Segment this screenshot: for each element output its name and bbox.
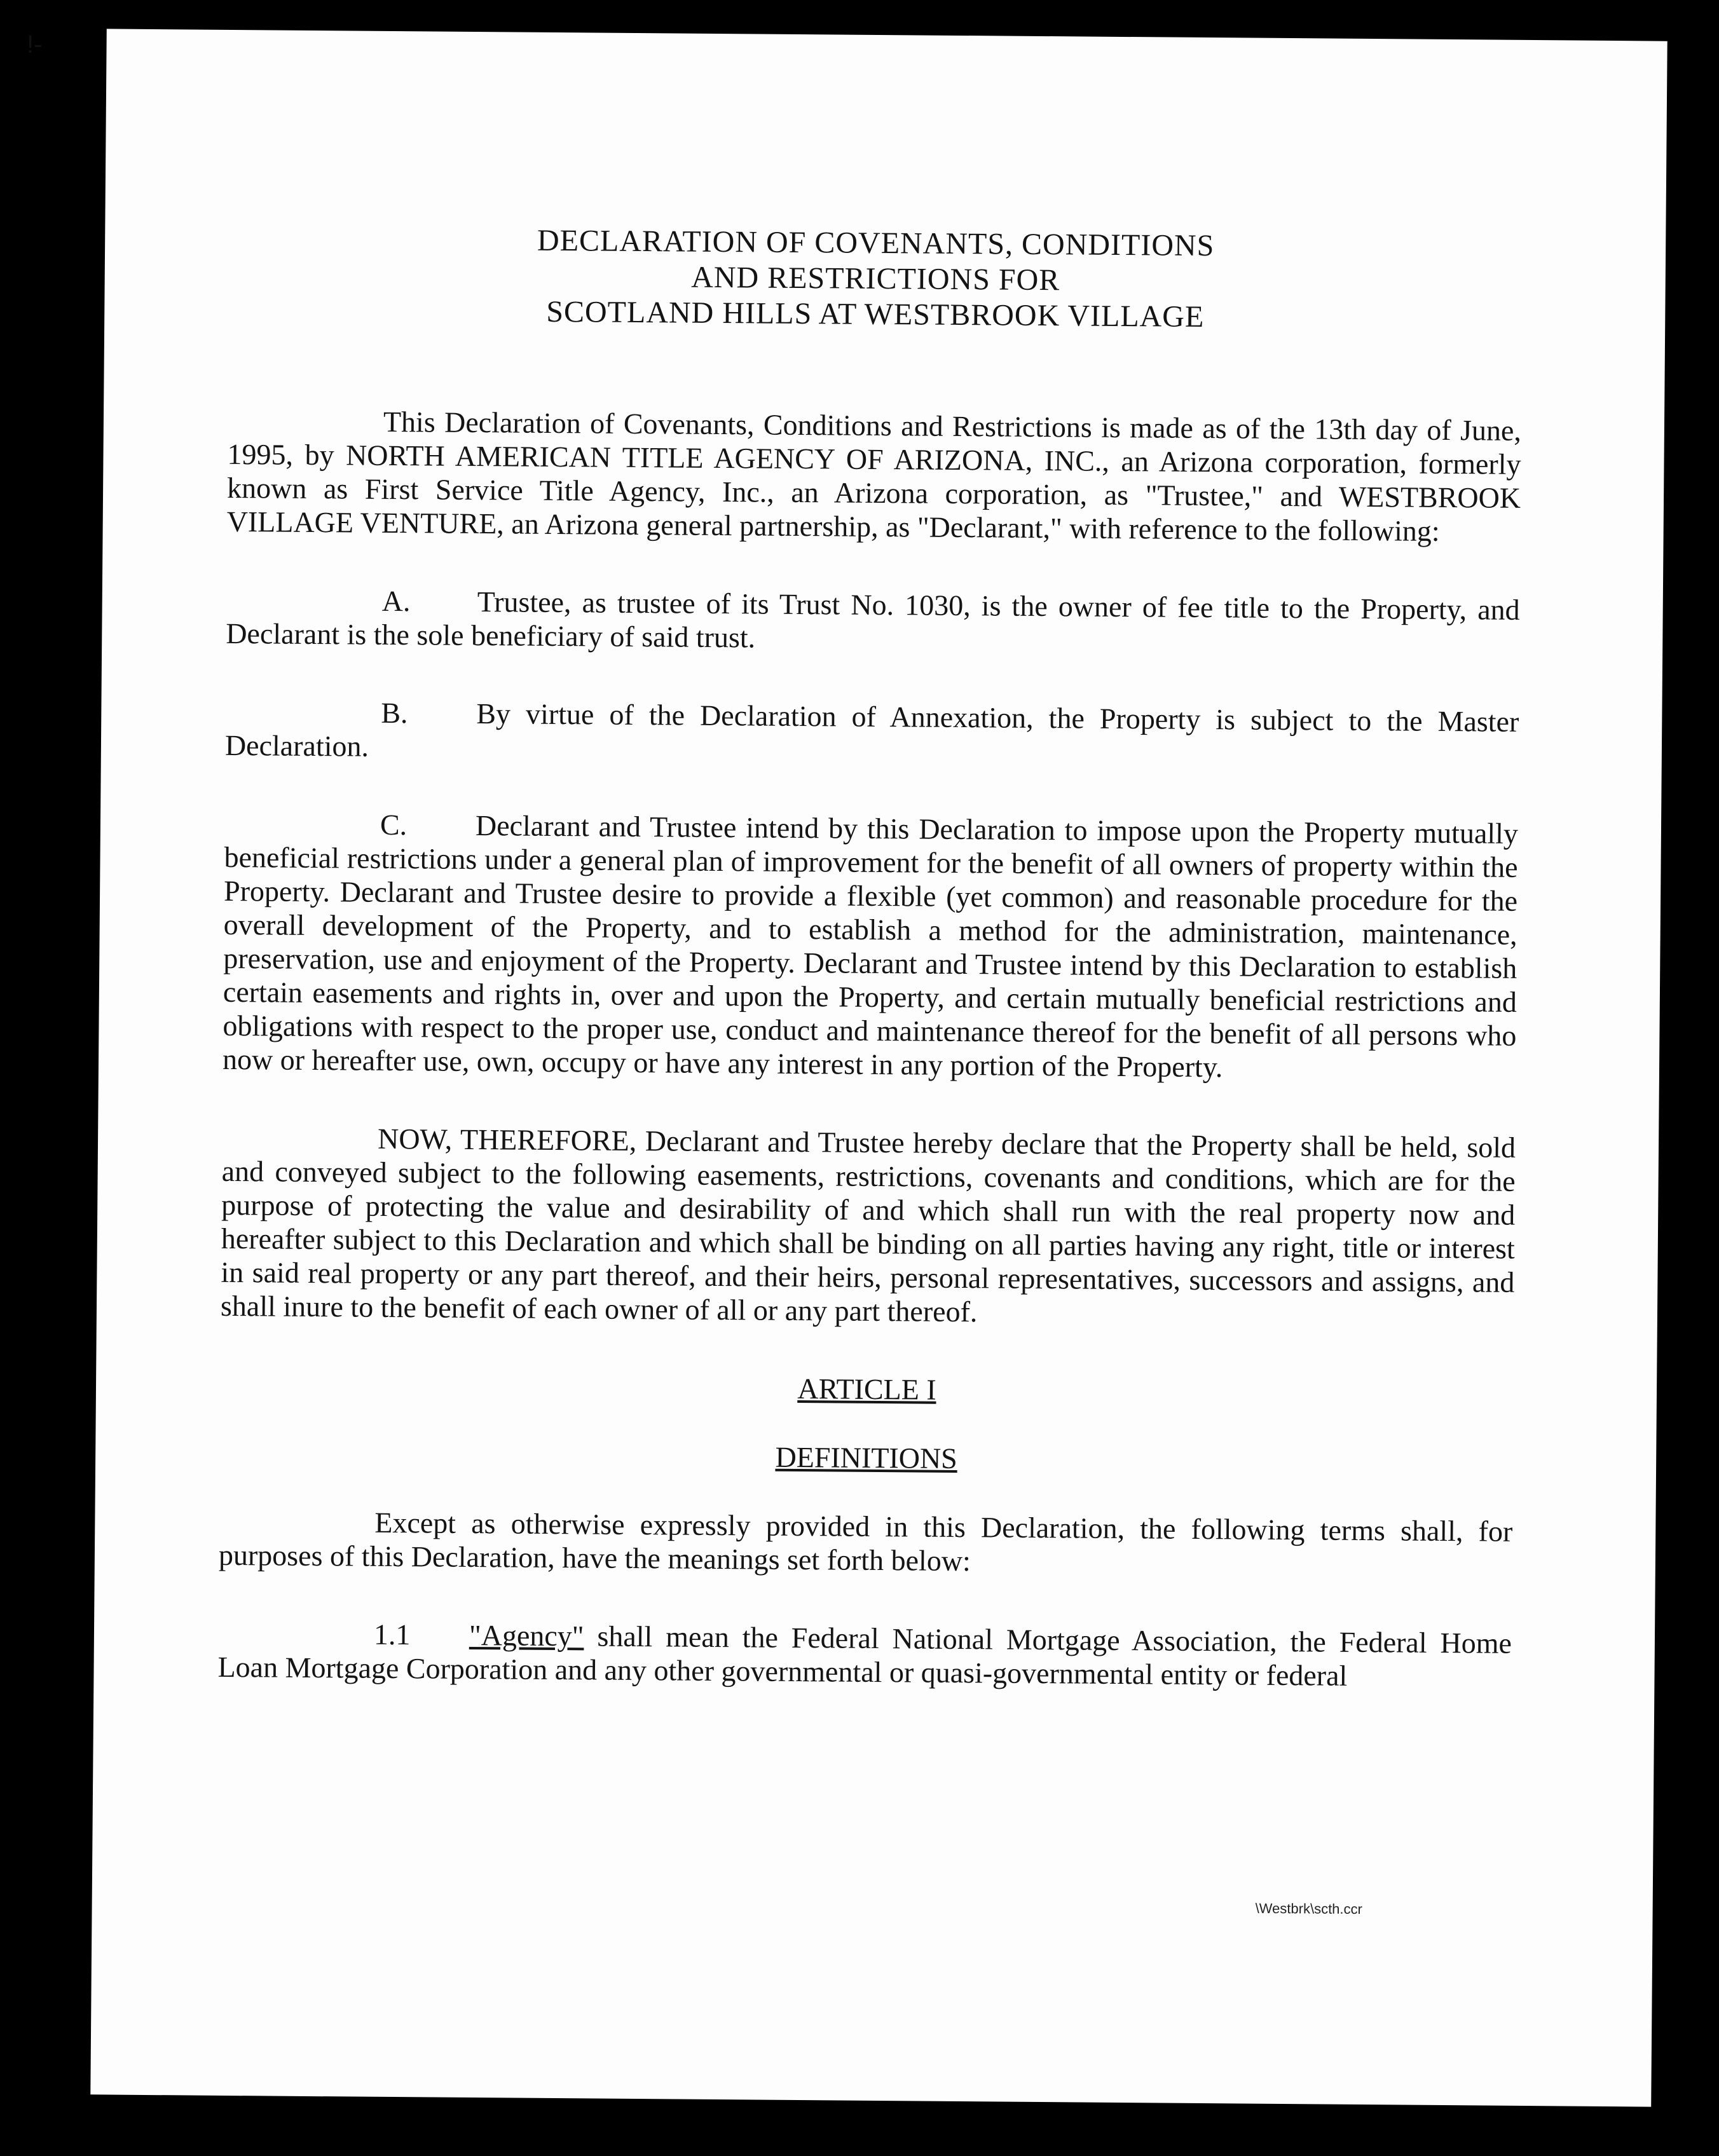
title-line-3: SCOTLAND HILLS AT WESTBROOK VILLAGE — [546, 294, 1205, 334]
document-body — [217, 221, 1523, 1738]
recital-a-text: Trustee, as trustee of its Trust No. 1030, is the owner of fee title to the Property, and Declarant is the sole beneficiary of said trust. — [226, 585, 1520, 654]
definitions-heading: DEFINITIONS — [775, 1440, 957, 1475]
now-therefore-paragraph: NOW, THEREFORE, Declarant and Trustee hereby declare that the Property shall be held, sold and conveyed subject to the following easements, restrictions, covenants and conditions, which are for the purpose of protecting the value and desirability of and which shall run with the real property now and hereafter subject to this Declaration and which shall be binding on all parties having any right, title or interest in said real property or any part thereof, and their heirs, personal representatives, successors and assigns, and shall inure to the benefit of each owner of all or any part thereof. — [220, 1122, 1516, 1328]
intro-paragraph: This Declaration of Covenants, Conditions and Restrictions is made as of the 13th day of June, 1995, by NORTH AMERICAN TITLE AGENCY OF ARIZONA, INC., an Arizona corporation, formerly known as First Service Title Agency, Inc., an Arizona corporation, as "Trustee," and WESTBROOK VILLAGE VENTURE, an Arizona general partnership, as "Declarant," with reference to the following: — [226, 405, 1522, 547]
recital-a — [226, 583, 1520, 660]
recital-c-text: Declarant and Trustee intend by this Declaration to impose upon the Property mutually beneficial restrictions under a general plan of improvement for the benefit of all owners of property within the Property. Declarant and Trustee desire to provide a flexible (yet common) and reasonable procedure for the overall development of the Property, and to establish a method for the administration, maintenance, preservation, use and enjoyment of the Property. Declarant and Trustee intend by this Declaration to establish certain easements and rights in, over and upon the Property, and certain mutually beneficial restrictions and obligations with respect to the proper use, conduct and maintenance thereof for the benefit of all persons who now or hereafter use, own, occupy or have any interest in any portion of the Property. — [222, 809, 1519, 1084]
recital-c-label: C. — [380, 808, 407, 842]
title-line-2: AND RESTRICTIONS FOR — [691, 260, 1060, 297]
recital-b — [225, 695, 1519, 772]
article-heading: ARTICLE I — [797, 1372, 936, 1406]
section-text: shall mean the Federal National Mortgage Association, the Federal Home Loan Mortgage Corporation and any other governmental or quasi-governmental entity or federal — [217, 1620, 1512, 1692]
document-title — [228, 221, 1523, 338]
title-line-1: DECLARATION OF COVENANTS, CONDITIONS — [537, 223, 1215, 263]
defined-term: "Agency" — [469, 1618, 584, 1653]
definitions-intro: Except as otherwise expressly provided in this Declaration, the following terms shall, for purposes of this Declaration, have the meanings set forth below: — [218, 1506, 1513, 1578]
document-page — [90, 29, 1667, 2106]
corner-mark: !- — [27, 31, 43, 58]
file-path-footer: \Westbrk\scth.ccr — [1255, 1900, 1363, 1918]
recital-b-label: B. — [381, 696, 408, 730]
recital-a-label: A. — [381, 584, 411, 618]
recital-b-text: By virtue of the Declaration of Annexation, the Property is subject to the Master Declaration. — [224, 697, 1519, 763]
section-1-1 — [217, 1616, 1512, 1694]
recital-c — [223, 807, 1518, 1086]
section-number: 1.1 — [373, 1618, 411, 1651]
